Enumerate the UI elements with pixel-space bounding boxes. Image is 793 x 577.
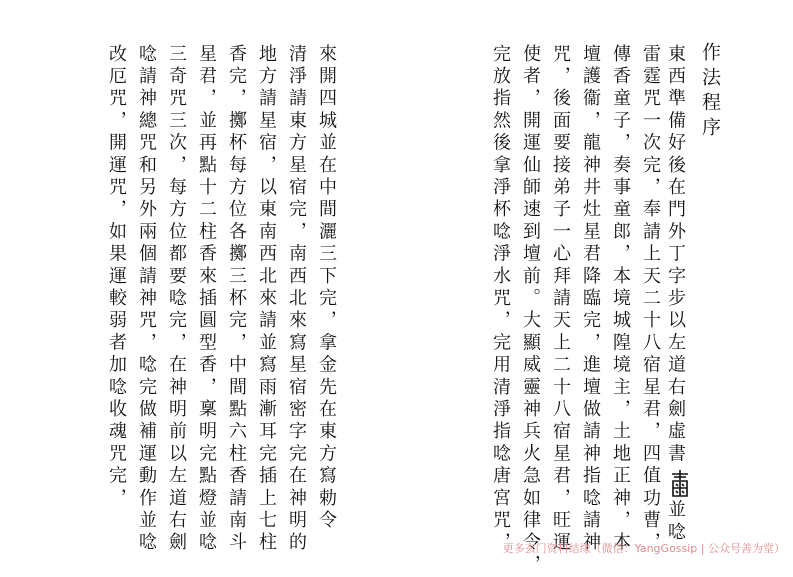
text-column-r1-text: 東西準備好後在門外丁字步以左道右劍虛書 xyxy=(665,44,686,466)
text-column-r3: 傳香童子，奏事童郎，本境城隍境主，土地正神，本 xyxy=(610,44,631,555)
text-column-l4: 香完，擲杯每方位各擲三杯完，中間點六柱香請南斗 xyxy=(226,44,247,555)
text-column-r4: 壇護衞，龍神井灶星君降臨完，進壇做請神指唸請神 xyxy=(580,44,601,555)
text-column-r7: 完放指然後拿淨杯唸淨水咒，完用清淨指唸唐宮咒， xyxy=(490,44,511,555)
text-column-r2: 雷霆咒一次完，奉請上天二十八宿星君，四值功曹， xyxy=(640,44,661,555)
text-column-l7: 唸請神總咒和另外兩個請神咒，唸完做補運動作並唸 xyxy=(136,44,157,555)
text-column-l3: 地方請星宿，以東南西北來請並寫雨漸耳完插上七柱 xyxy=(256,44,277,555)
text-column-l8: 改厄咒，開運咒，如果運較弱者加唸收魂咒完， xyxy=(106,44,127,511)
watermark-footer: 更多玄门资料结缘（微信：YangGossip | 公众号善为堂） xyxy=(502,542,785,555)
talisman-glyph-icon xyxy=(668,466,692,500)
text-column-r1-tail: 並唸 xyxy=(665,499,686,545)
text-column-l1: 來開四城並在中間灑三下完，拿金先在東方寫勅令 xyxy=(316,44,337,533)
text-column-l6: 三奇咒三次，每方位都要唸完，在神明前以左道右劍 xyxy=(166,44,187,555)
section-title: 作法程序 xyxy=(699,42,721,142)
text-column-l5: 星君，並再點十二柱香來插圓型香，稟明完點燈並唸 xyxy=(196,44,217,555)
text-column-r6: 使者，開運仙師速到壇前。大顯威靈神兵火急如律令， xyxy=(520,44,541,577)
text-column-r1 xyxy=(665,44,692,545)
text-column-r5: 咒，後面要接弟子一心拜請天上二十八宿星君，旺運 xyxy=(550,44,571,555)
text-column-l2: 清淨請東方星宿完，南西北來寫星宿密字完在神明的 xyxy=(286,44,307,555)
